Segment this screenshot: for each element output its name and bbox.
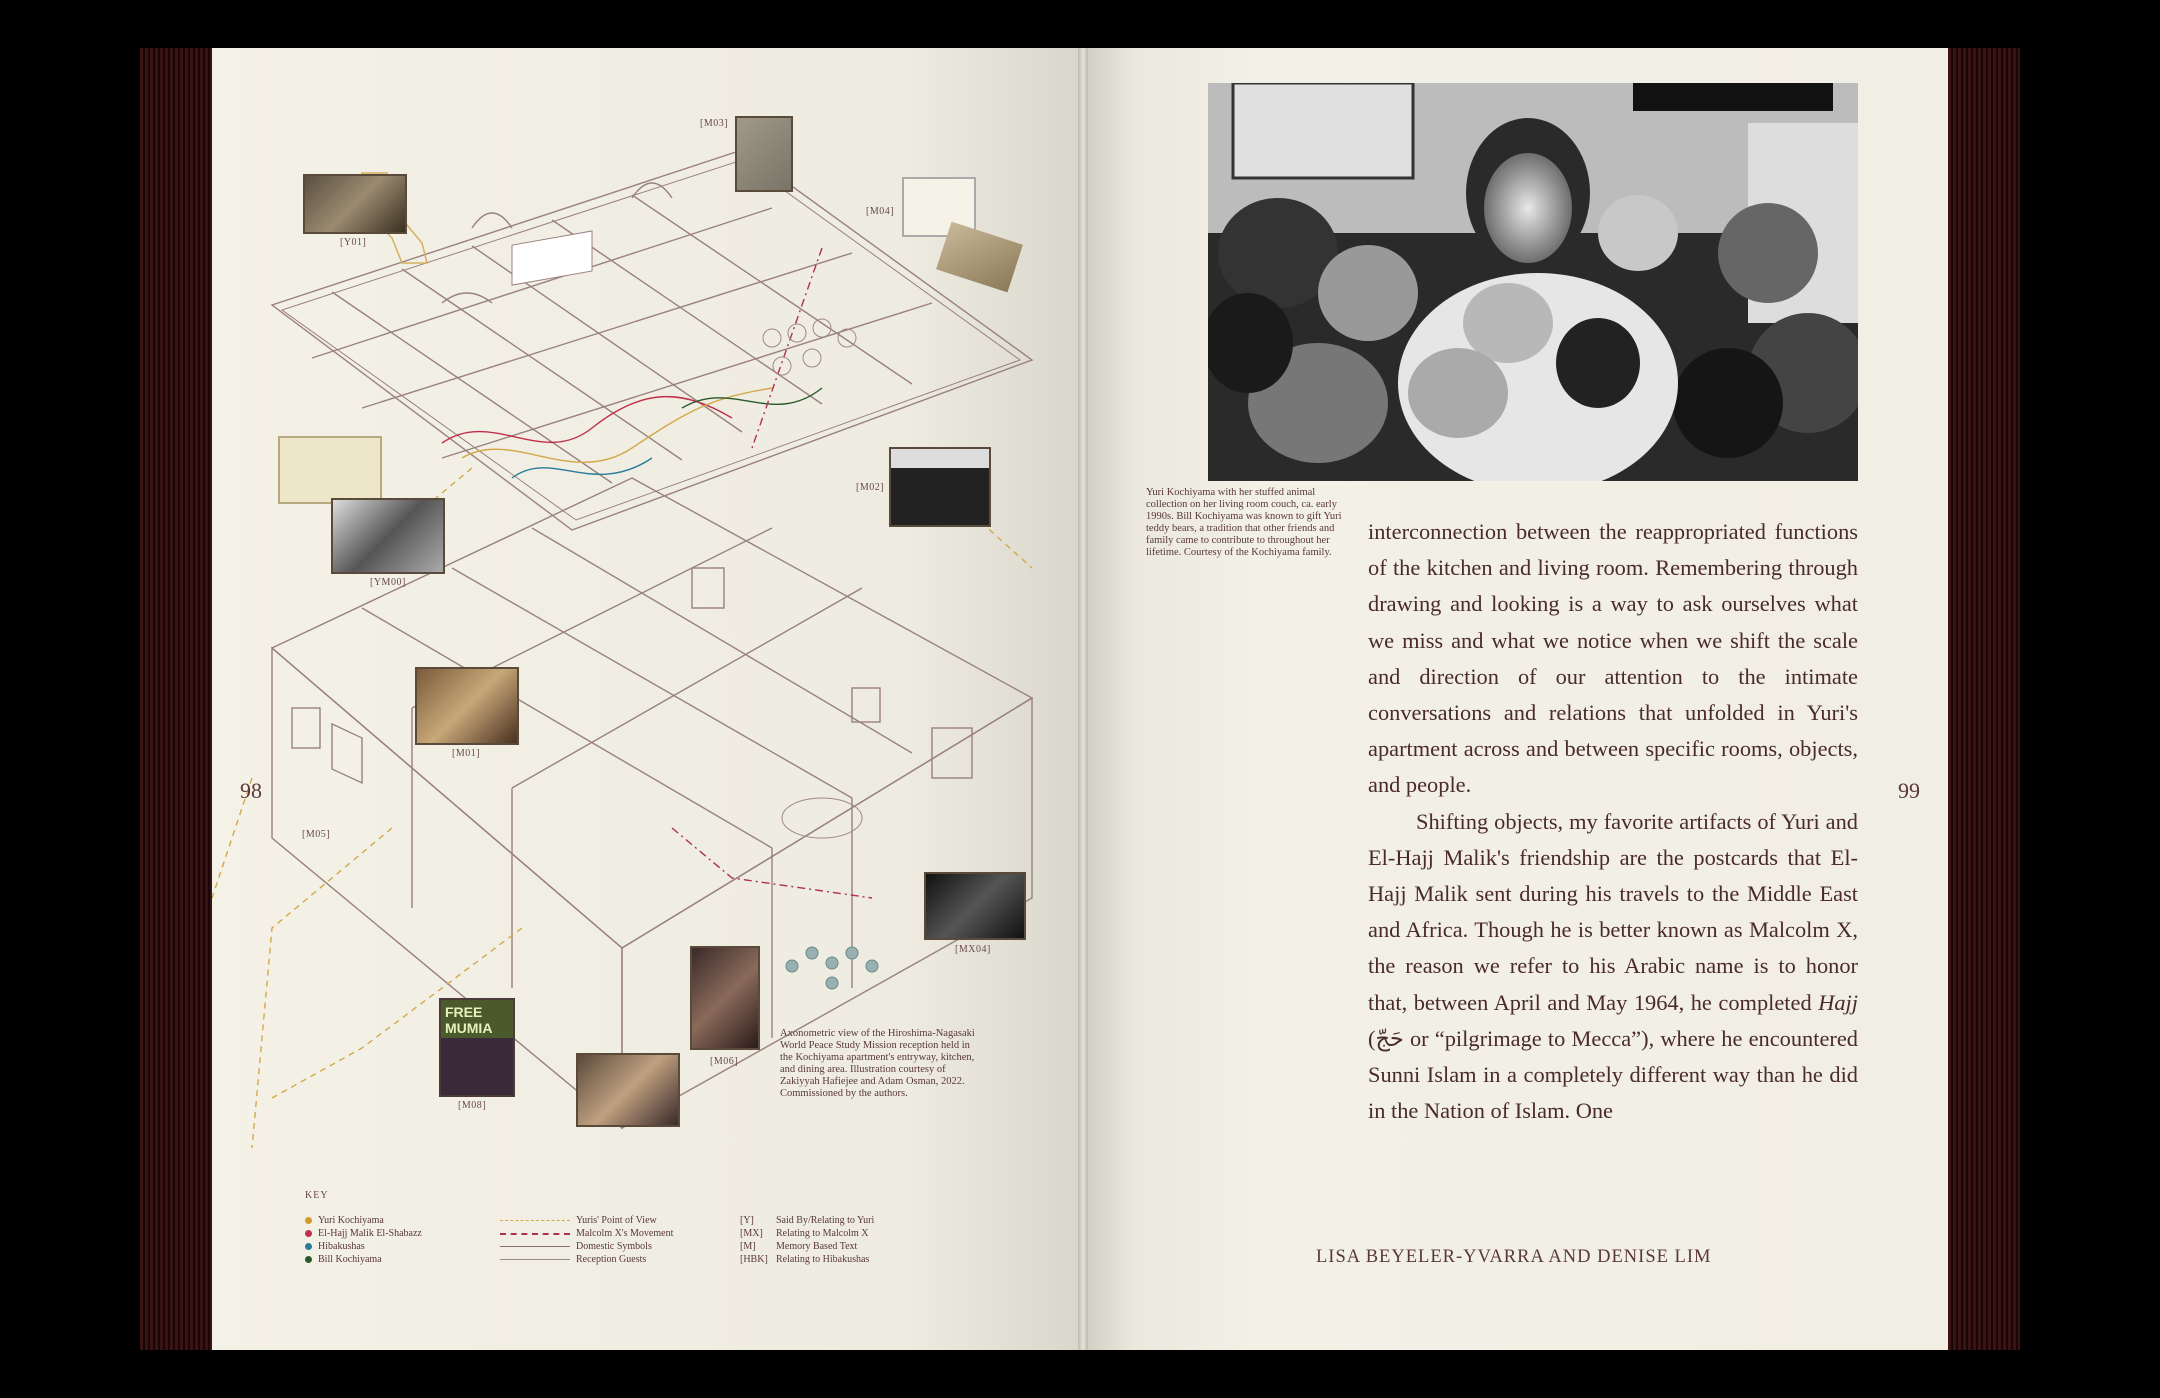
key-label: Hibakushas	[318, 1241, 365, 1252]
paragraph-1: interconnection between the reappropriated functions of the kitchen and living room. Remembering through drawing and looking is a way to ask ourselves what we miss and what we notice when we shift the scale and direction of our attention to the intimate conversations and relations that unfolded in Yuri's apartment across and between specific rooms, objects, and people.	[1368, 519, 1858, 798]
key-code-m	[740, 1240, 874, 1253]
dot-malcolm	[305, 1230, 312, 1237]
label-m01: [M01]	[452, 748, 481, 759]
key-code: [HBK]	[740, 1254, 768, 1265]
key-line-domestic	[500, 1240, 673, 1253]
label-ym00: [YM00]	[370, 577, 406, 588]
photo-caption: Yuri Kochiyama with her stuffed animal collection on her living room couch, ca. early 1990s. Bill Kochiyama was known to gift Yuri teddy bears, a tradition that other friends and family came to contribute to throughout her lifetime. Courtesy of the Kochiyama family.	[1146, 487, 1342, 558]
label-mx04: [MX04]	[955, 944, 991, 955]
page-edges-right	[1948, 48, 2020, 1350]
label-m05: [M05]	[302, 829, 331, 840]
label-m08: [M08]	[458, 1100, 487, 1111]
line-swatch	[500, 1259, 570, 1260]
key-code: [M]	[740, 1241, 756, 1252]
key-title: KEY	[305, 1190, 329, 1201]
key-label: Relating to Hibakushas	[776, 1254, 870, 1265]
key-label: Relating to Malcolm X	[776, 1228, 869, 1239]
label-m04: [M04]	[866, 206, 895, 217]
photo-m06	[690, 946, 760, 1050]
line-swatch	[500, 1220, 570, 1221]
key-item-yuri	[305, 1214, 422, 1227]
key-label: El-Hajj Malik El-Shabazz	[318, 1228, 422, 1239]
key-code-y	[740, 1214, 874, 1227]
key-line-pov	[500, 1214, 673, 1227]
key-label: Malcolm X's Movement	[576, 1228, 674, 1239]
gutter	[1078, 48, 1088, 1350]
page-number-right: 99	[1898, 778, 1920, 803]
photo-group	[576, 1053, 680, 1127]
key-lines	[500, 1214, 673, 1266]
running-footer-authors: LISA BEYELER-YVARRA AND DENISE LIM	[1316, 1247, 1712, 1267]
line-swatch	[500, 1233, 570, 1235]
key-line-movement	[500, 1227, 673, 1240]
poster-free-mumia	[439, 998, 515, 1097]
photo-ym00	[331, 498, 445, 574]
paragraph-2	[1368, 804, 1858, 1130]
paragraph-2-italic: Hajj	[1818, 989, 1858, 1015]
key-label: Memory Based Text	[776, 1241, 858, 1252]
page-number-left: 98	[240, 778, 262, 803]
label-m06: [M06]	[710, 1056, 739, 1067]
paragraph-2-part-2: where he encountered Sunni Islam in a completely different way than he did in the Nation of Islam. One	[1368, 1025, 1858, 1124]
page-edges-left	[140, 48, 212, 1350]
key-codes	[740, 1214, 874, 1266]
photo-y01	[303, 174, 407, 234]
key-label: Domestic Symbols	[576, 1241, 652, 1252]
key-item-hibakushas	[305, 1240, 422, 1253]
key-label: Yuris' Point of View	[576, 1215, 657, 1226]
key-item-malcolm	[305, 1227, 422, 1240]
label-y01: [Y01]	[340, 237, 367, 248]
label-m02: [M02]	[856, 482, 885, 493]
key-line-guests	[500, 1253, 673, 1266]
line-swatch	[500, 1246, 570, 1247]
key-label: Reception Guests	[576, 1254, 647, 1265]
photo-mx04	[924, 872, 1026, 940]
key-label: Said By/Relating to Yuri	[776, 1215, 875, 1226]
photo-m03	[735, 116, 793, 192]
key-code: [MX]	[740, 1228, 763, 1239]
key-code: [Y]	[740, 1215, 754, 1226]
photo-m02	[889, 447, 991, 527]
key-code-mx	[740, 1227, 874, 1240]
dot-bill	[305, 1256, 312, 1263]
key-label: Bill Kochiyama	[318, 1254, 382, 1265]
label-m03: [M03]	[700, 118, 729, 129]
dot-yuri	[305, 1217, 312, 1224]
photo-m01	[415, 667, 519, 745]
paragraph-2-part-1: Shifting objects, my favorite artifacts of Yuri and El-Hajj Malik's friendship are the postcards that El-Hajj Malik sent during his travels to the Middle East and Africa. Though he is better known as Malcolm X, the reason we refer to his Arabic name is to honor that, between April and May 1964, he completed	[1368, 808, 1858, 1015]
photo-yuri-teddy-bears	[1208, 83, 1858, 481]
poster-text: FREE MUMIA	[445, 1004, 493, 1036]
key-people	[305, 1214, 422, 1266]
dot-hibakushas	[305, 1243, 312, 1250]
body-text	[1368, 514, 1858, 1129]
paragraph-2-arabic: (حَجّ or “pilgrimage to Mecca”),	[1368, 1025, 1661, 1051]
left-caption: Axonometric view of the Hiroshima-Nagasaki World Peace Study Mission reception held in the Kochiyama apartment's entryway, kitchen, and dining area. Illustration courtesy of Zakiyyah Hafiejee and Adam Osman, 2022. Commissioned by the authors.	[780, 1028, 975, 1099]
key-label: Yuri Kochiyama	[318, 1215, 384, 1226]
photo-postcard	[278, 436, 382, 504]
key-item-bill	[305, 1253, 422, 1266]
key-code-hbk	[740, 1253, 874, 1266]
